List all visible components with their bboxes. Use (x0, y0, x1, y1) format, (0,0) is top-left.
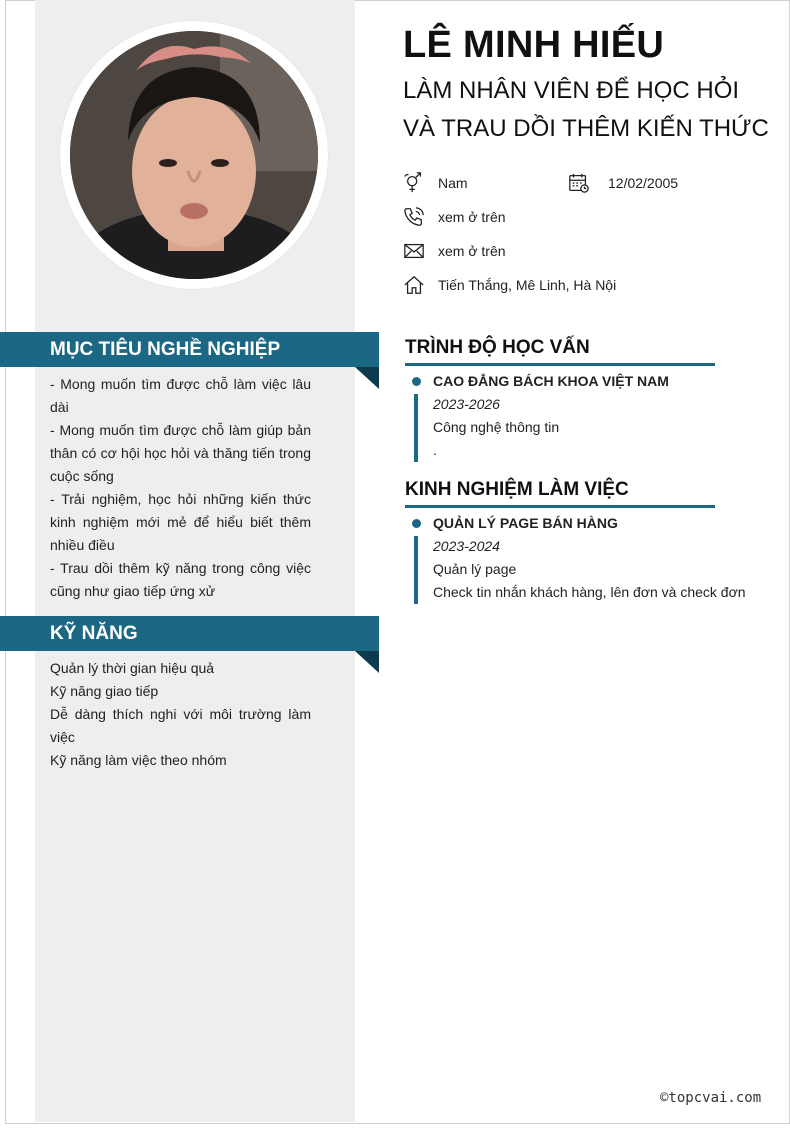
education-school: CAO ĐẲNG BÁCH KHOA VIỆT NAM (433, 373, 669, 389)
gender-value: Nam (438, 175, 468, 191)
skills-list (50, 657, 311, 772)
email-row (403, 239, 653, 263)
avatar-photo (70, 31, 318, 279)
envelope-icon (403, 240, 425, 262)
birthday-value: 12/02/2005 (608, 175, 679, 191)
phone-icon (403, 206, 425, 228)
skill-item: Kỹ năng giao tiếp (50, 683, 159, 699)
education-timeline (414, 394, 418, 462)
phone-row (403, 205, 653, 229)
objective-list (50, 373, 311, 603)
headline (403, 72, 783, 148)
education-period: 2023-2026 (433, 396, 500, 412)
watermark: ©topcvai.com (660, 1090, 762, 1106)
birthday-row (568, 171, 768, 195)
objective-band-fold (355, 367, 379, 389)
gender-row (403, 171, 563, 195)
headline-line: LÀM NHÂN VIÊN ĐỂ HỌC HỎI (403, 77, 740, 104)
gender-icon (403, 172, 425, 194)
education-note: . (433, 442, 437, 458)
experience-bullet (412, 519, 421, 528)
education-entry (433, 370, 669, 462)
experience-line: Check tin nhắn khách hàng, lên đơn và check đơn (433, 584, 746, 600)
candidate-name: LÊ MINH HIẾU (403, 24, 665, 66)
education-bullet (412, 377, 421, 386)
experience-title: KINH NGHIỆM LÀM VIỆC (405, 475, 715, 508)
objective-item: - Mong muốn tìm được chỗ làm việc lâu dài (50, 376, 311, 415)
objective-title: MỤC TIÊU NGHỀ NGHIỆP (0, 332, 379, 367)
avatar (70, 31, 318, 279)
home-icon (403, 274, 425, 296)
avatar-frame (60, 21, 328, 289)
headline-line: VÀ TRAU DỒI THÊM KIẾN THỨC (403, 115, 769, 142)
skills-band-fold (355, 651, 379, 673)
experience-period: 2023-2024 (433, 538, 500, 554)
address-row (403, 273, 703, 297)
education-title: TRÌNH ĐỘ HỌC VẤN (405, 333, 715, 366)
objective-item: - Trau dồi thêm kỹ năng trong công việc cũng như giao tiếp ứng xử (50, 560, 311, 599)
experience-entry (433, 512, 746, 604)
skill-item: Quản lý thời gian hiệu quả (50, 660, 215, 676)
email-value: xem ở trên (438, 243, 506, 259)
objective-item: - Trải nghiệm, học hỏi những kiến thức kinh nghiệm mới mẻ để hiểu biết thêm nhiều điều (50, 491, 311, 553)
experience-line: Quản lý page (433, 561, 517, 577)
calendar-icon (568, 172, 590, 194)
experience-role: QUẢN LÝ PAGE BÁN HÀNG (433, 515, 618, 531)
skill-item: Kỹ năng làm việc theo nhóm (50, 752, 227, 768)
education-major: Công nghệ thông tin (433, 419, 560, 435)
skills-title: KỸ NĂNG (0, 616, 379, 651)
experience-timeline (414, 536, 418, 604)
address-value: Tiến Thắng, Mê Linh, Hà Nội (438, 277, 617, 293)
phone-value: xem ở trên (438, 209, 506, 225)
skill-item: Dễ dàng thích nghi với môi trường làm việc (50, 706, 311, 745)
objective-item: - Mong muốn tìm được chỗ làm giúp bản thân có cơ hội học hỏi và thăng tiến trong cuộc sống (50, 422, 311, 484)
